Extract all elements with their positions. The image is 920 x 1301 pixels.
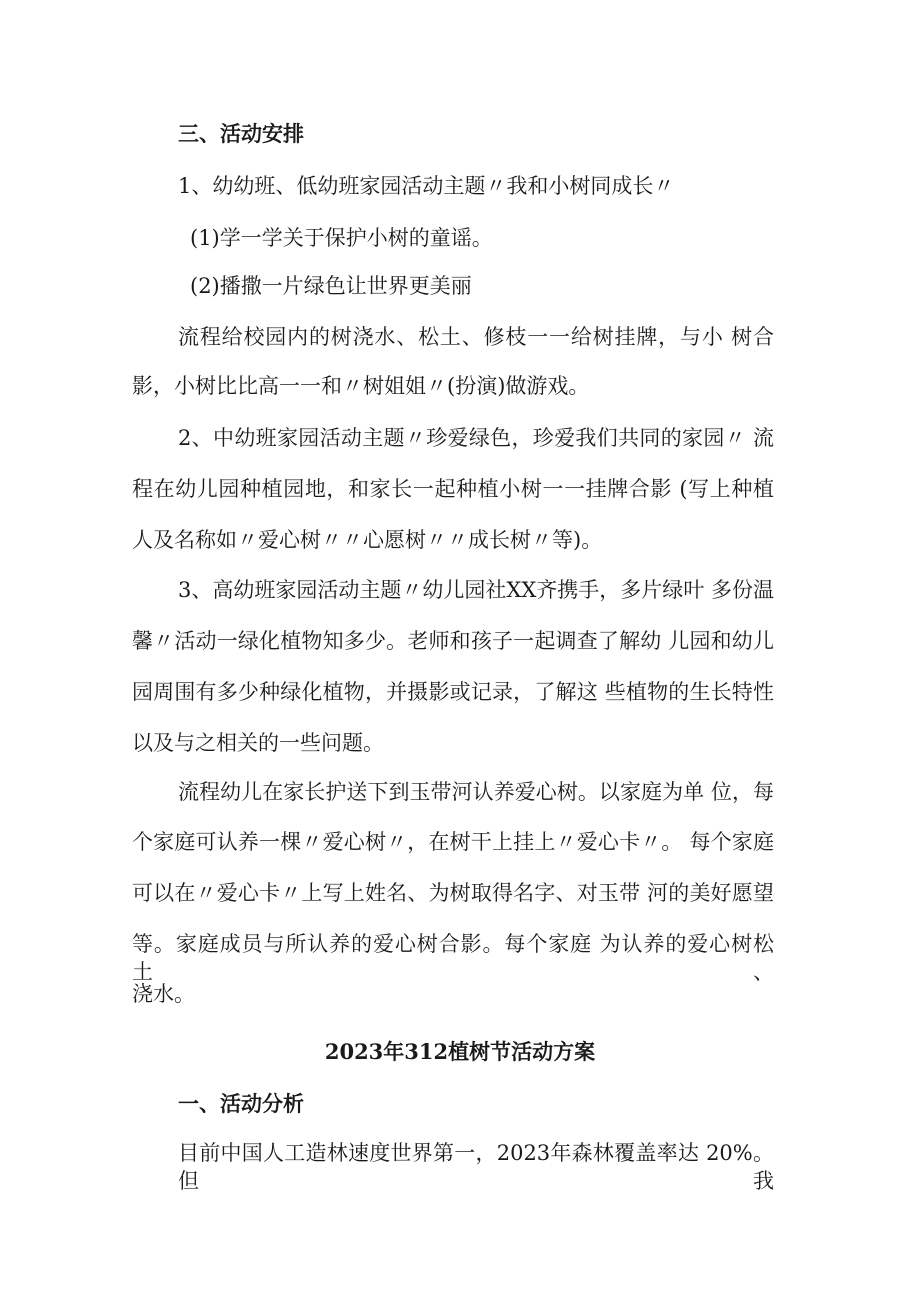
item1-flow-line-1: 流程给校园内的树浇水、松土、修枝一一给树挂牌，与小 树合 bbox=[178, 325, 774, 349]
item1-title: 1、幼幼班、低幼班家园活动主题〃我和小树同成长〃 bbox=[178, 174, 675, 198]
item3-line-1: 3、高幼班家园活动主题〃幼儿园社XX齐携手，多片绿叶 多份温 bbox=[178, 578, 774, 602]
flow2-line-4: 等。家庭成员与所认养的爱心树合影。每个家庭 为认养的爱心树松土、 bbox=[132, 932, 774, 984]
flow2-line-2: 个家庭可认养一棵〃爱心树〃，在树干上挂上〃爱心卡〃。 每个家庭 bbox=[132, 830, 774, 854]
item1-sub1: (1)学一学关于保护小树的童谣。 bbox=[190, 226, 493, 250]
section-heading-analysis: 一、活动分析 bbox=[178, 1091, 304, 1116]
item1-sub2: (2)播撒一片绿色让世界更美丽 bbox=[190, 274, 472, 298]
document-title: 2023年312植树节活动方案 bbox=[324, 1039, 596, 1064]
item3-line-4: 以及与之相关的一些问题。 bbox=[132, 731, 384, 755]
analysis-text: 目前中国人工造林速度世界第一，2023年森林覆盖率达 20%。但我 bbox=[178, 1141, 774, 1193]
item2-line-2: 程在幼儿园种植园地，和家长一起种植小树一一挂牌合影 (写上种植 bbox=[132, 477, 774, 501]
section-heading-arrangement: 三、活动安排 bbox=[178, 121, 304, 146]
item1-flow-line-2: 影，小树比比高一一和〃树姐姐〃(扮演)做游戏。 bbox=[132, 374, 590, 398]
flow2-line-3: 可以在〃爱心卡〃上写上姓名、为树取得名字、对玉带 河的美好愿望 bbox=[132, 881, 774, 905]
item3-line-2: 馨〃活动一绿化植物知多少。老师和孩子一起调查了解幼 儿园和幼儿 bbox=[132, 629, 774, 653]
flow2-line-5: 浇水。 bbox=[132, 982, 195, 1006]
item3-line-3: 园周围有多少种绿化植物，并摄影或记录，了解这 些植物的生长特性 bbox=[132, 680, 774, 704]
item2-line-3: 人及名称如〃爱心树〃〃心愿树〃〃成长树〃等)。 bbox=[132, 528, 603, 552]
item2-line-1: 2、中幼班家园活动主题〃珍爱绿色，珍爱我们共同的家园〃 流 bbox=[178, 426, 774, 450]
flow2-line-1: 流程幼儿在家长护送下到玉带河认养爱心树。以家庭为单 位，每 bbox=[178, 780, 774, 804]
